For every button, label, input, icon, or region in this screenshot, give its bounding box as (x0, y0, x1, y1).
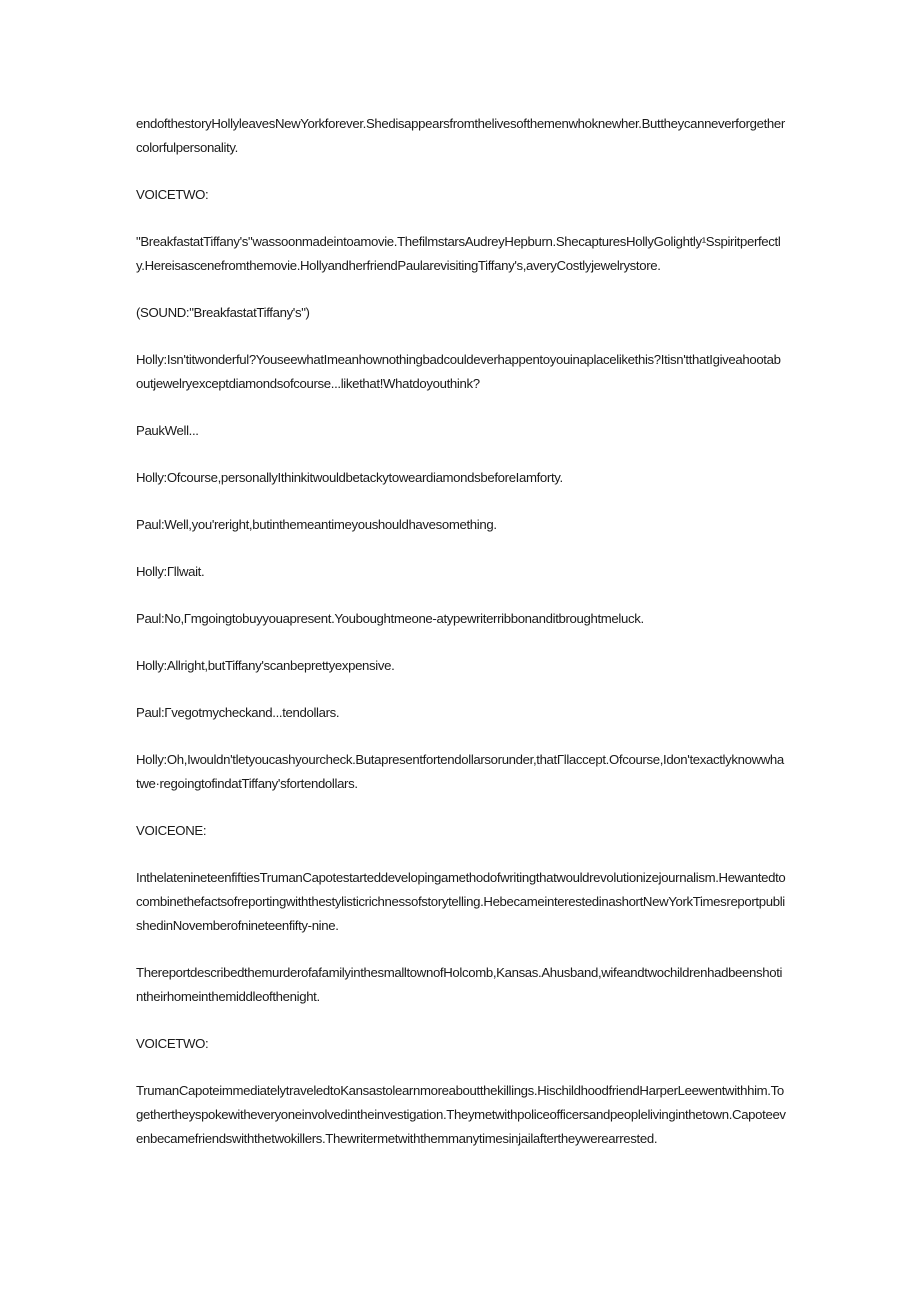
sound-cue: (SOUND:"BreakfastatTiffany's") (136, 305, 310, 320)
narration-paragraph: "BreakfastatTiffany's"wassoonmadeintoamovie.ThefilmstarsAudreyHepburn.ShecapturesHollyGolightly¹Sspiritperfectly.Hereisascenefromthemovie.HollyandherfriendPaularevisitingTiffany's,averyCostlyjewelrystore. (136, 234, 781, 273)
dialogue-line: Holly:Ofcourse,personallyIthinkitwouldbetackytoweardiamondsbeforeIamforty. (136, 470, 563, 485)
document-body (136, 112, 786, 1174)
speaker-heading: VOICEONE: (136, 823, 207, 838)
narration-paragraph: endofthestoryHollyleavesNewYorkforever.Shedisappearsfromthelivesofthemenwhoknewher.Buttheycanneverforgethercolorfulpersonality. (136, 116, 785, 155)
dialogue-line: Holly:Oh,Iwouldn'tletyoucashyourcheck.Butapresentfortendollarsorunder,thatΓllaccept.Ofcourse,Idon'texactlyknowwhatwe·regoingtofindatTiffany'sfortendollars. (136, 752, 784, 791)
dialogue-line: Paul:No,Γmgoingtobuyyouapresent.Youboughtmeone-atypewriterribbonanditbroughtmeluck. (136, 611, 644, 626)
dialogue-line: Paul:Well,you'reright,butinthemeantimeyoushouldhavesomething. (136, 517, 497, 532)
speaker-heading: VOICETWO: (136, 1036, 209, 1051)
dialogue-line: Holly:Allright,butTiffany'scanbeprettyexpensive. (136, 658, 395, 673)
speaker-heading: VOICETWO: (136, 187, 209, 202)
dialogue-line: PaukWell... (136, 423, 199, 438)
dialogue-line: Holly:Isn'titwonderful?YouseewhatImeanhownothingbadcouldeverhappentoyouinaplacelikethis?Itisn'tthatIgiveahootaboutjewelryexceptdiamondsofcourse...likethat!Whatdoyouthink? (136, 352, 781, 391)
dialogue-line: Holly:Γllwait. (136, 564, 205, 579)
narration-paragraph: InthelatenineteenfiftiesTrumanCapotestarteddevelopingamethodofwritingthatwouldrevolutionizejournalism.Hewantedtocombinethefactsofreportingwiththestylisticrichnessofstorytelling.HebecameinterestedinashortNewYorkTimesreportpublishedinNovemberofnineteenfifty-nine. (136, 870, 786, 933)
narration-paragraph: TrumanCapoteimmediatelytraveledtoKansastolearnmoreaboutthekillings.HischildhoodfriendHarperLeewentwithhim.Togethertheyspokewitheveryoneinvolvedintheinvestigation.Theymetwithpoliceofficersandpeoplelivinginthetown.Capoteevenbecamefriendswiththetwokillers.Thewritermetwiththemmanytimesinjailaftertheywerearrested. (136, 1083, 786, 1146)
narration-paragraph: ThereportdescribedthemurderofafamilyinthesmalltownofHolcomb,Kansas.Ahusband,wifeandtwochildrenhadbeenshotintheirhomeinthemiddleofthenight. (136, 965, 783, 1004)
dialogue-line: Paul:Γvegotmycheckand...tendollars. (136, 705, 340, 720)
